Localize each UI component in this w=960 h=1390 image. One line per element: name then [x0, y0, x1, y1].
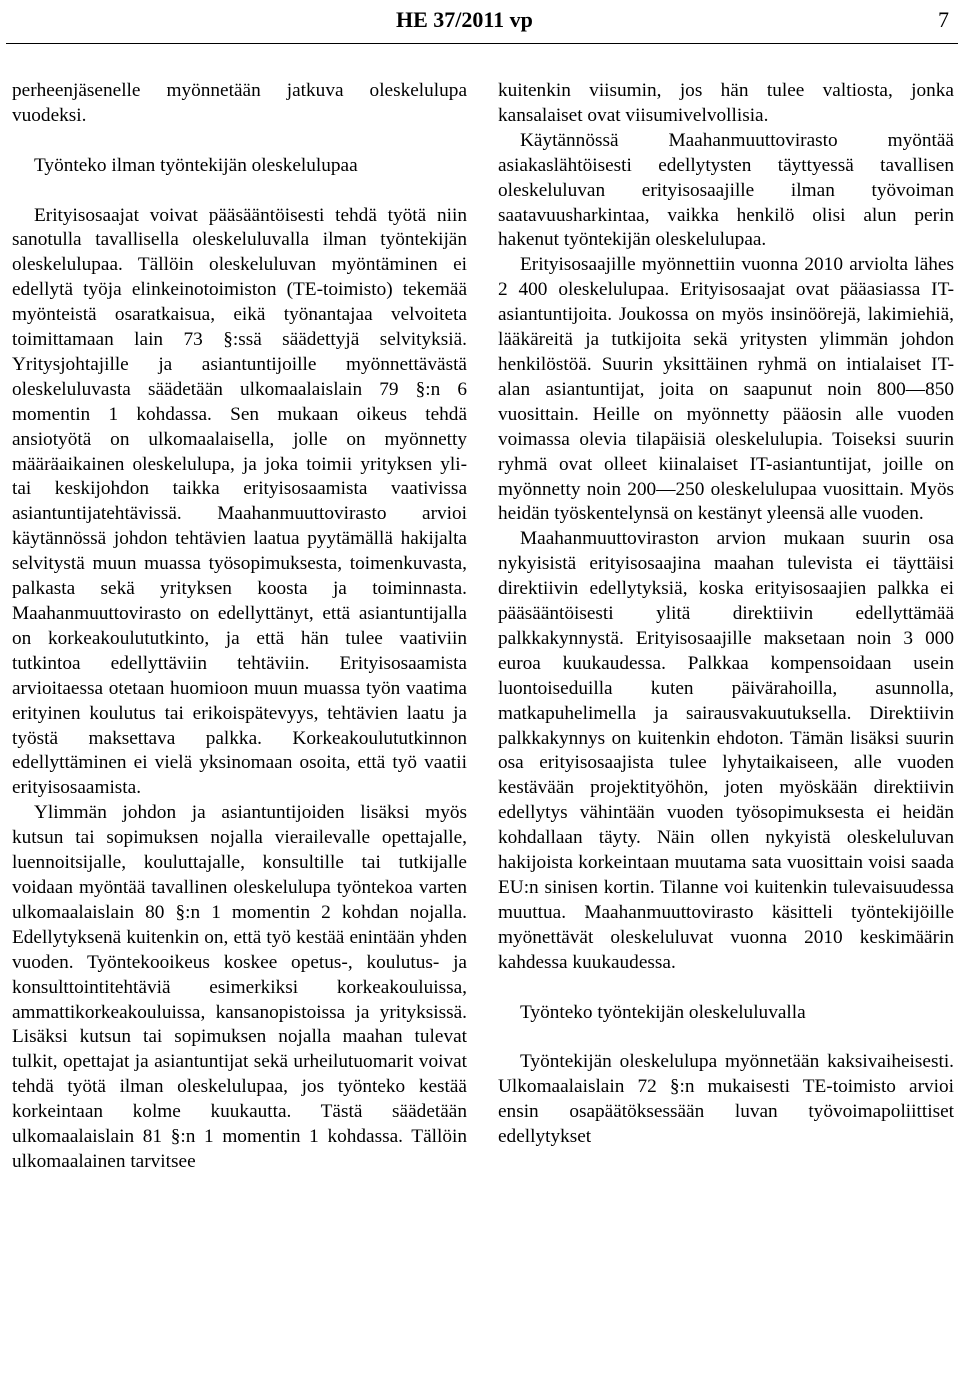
spacer [12, 179, 467, 204]
paragraph: Erityisosaajat voivat pääsääntöisesti tehdä työtä niin sanotulla tavallisella oleskeluluvalla ilman työntekijän oleskelulupaa. Tällöin oleskeluluvan myöntäminen ei edellytä työja elinkeinotoimiston (TE-toimisto) tekemää myönteistä osaratkaisua, eikä työnantajaa velvoiteta toimittamaan lain 73 §:ssä säädettyjä selvityksiä. Yritysjohtajille ja asiantuntijoille myönnettävästä oleskeluluvasta säädetään ulkomaalaislain 79 §:n 6 momentin 1 kohdassa. Sen mukaan oikeus tehdä ansiotyötä on ulkomaalaisella, jolle on myönnetty määräaikainen oleskelulupa, ja joka toimii yrityksen yli- tai keskijohdon taikka erityisosaamista vaativissa asiantuntijatehtävissä. Maahanmuuttovirasto arvioi käytännössä johdon tehtävien laatua pyytämällä hakijalta selvitystä muun muassa työsopimuksesta, toimenkuvasta, palkasta sekä yrityksen koosta ja toiminnasta. Maahanmuuttovirasto on edellyttänyt, että asiantuntijalla on korkeakoulututkinto, ja että hän tulee vaativiin tutkintoa edellyttäviin tehtäviin. Erityisosaamista arvioitaessa otetaan huomioon muun muassa työn vaatima erityinen koulutus tai erikoispätevyys, tehtävien laatu ja työstä maksettava palkka. Korkeakoulututkinnon edellyttäminen ei vielä yksinomaan osoita, että työ vaatii erityisosaamista. [12, 204, 467, 799]
paragraph-continuation: perheenjäsenelle myönnetään jatkuva oleskelulupa vuodeksi. [12, 80, 467, 126]
spacer [498, 976, 954, 1001]
paragraph-continuation: kuitenkin viisumin, jos hän tulee valtiosta, jonka kansalaiset ovat viisumivelvollisia. [498, 80, 954, 126]
spacer [12, 129, 467, 154]
paragraph: Työntekijän oleskelulupa myönnetään kaksivaiheisesti. Ulkomaalaislain 72 §:n mukaisesti TE-toimisto arvioi ensin osapäätöksessään luvan työvoimapoliittiset edellytykset [498, 1051, 954, 1148]
document-id: HE 37/2011 vp [396, 7, 533, 32]
right-column [498, 79, 954, 1150]
page-number: 7 [938, 7, 949, 32]
spacer [498, 1025, 954, 1050]
paragraph: Maahanmuuttoviraston arvion mukaan suurin osa nykyisistä erityisosaajina maahan tulevista ei täyttäisi direktiivin edellytyksiä, koska erityisosaajien palkka ei pääsääntöisesti ylitä direktiivin edellyttämää palkkakynnystä. Erityisosaajille maksetaan noin 3 000 euroa kuukaudessa. Palkkaa kompensoidaan usein luontoiseduilla kuten päivärahoilla, asunnolla, matkapuhelimella ja sairausvakuutuksella. Direktiivin palkkakynnys on kuitenkin ehdoton. Tämän lisäksi suurin osa erityisosaajista tulee lyhytaikaiseen, alle vuoden kestävään projektityöhön, joten myöskään direktiivin edellytys vähintään vuoden työsopimuksesta ei heidän kohdallaan täyty. Näin ollen nykyistä oleskeluluvan hakijoista korkeintaan muutama sata vuosittain voisi saada EU:n sinisen kortin. Tilanne voi kuitenkin tulevaisuudessa muuttua. Maahanmuuttovirasto käsitteli työntekijöille myönettävät oleskeluluvat vuonna 2010 keskimäärin kahdessa kuukaudessa. [498, 528, 954, 973]
page-header [0, 6, 960, 40]
section-heading-work-without-permit: Työnteko ilman työntekijän oleskelulupaa [34, 154, 358, 176]
header-rule [6, 43, 958, 44]
paragraph: Erityisosaajille myönnettiin vuonna 2010 arviolta lähes 2 400 oleskelulupaa. Erityisosaajat ovat pääasiassa IT-asiantuntijoita. Joukossa on myös insinöörejä, lakimiehiä, lääkäreitä ja tutkijoita sekä yritysten ylimmän johdon henkilöstöä. Suurin yksittäinen ryhmä on intialaiset IT-alan asiantuntijat, joita on saapunut noin 800—850 vuosittain. Heille on myönnetty pääosin alle vuoden voimassa olevia tilapäisiä oleskelulupia. Toiseksi suurin ryhmä ovat olleet kiinalaiset IT-asiantuntijat, joille on myönnetty noin 200—250 oleskelulupaa vuosittain. Myös heidän työskentelynsä on kestänyt yleensä alle vuoden. [498, 254, 954, 525]
paragraph: Käytännössä Maahanmuuttovirasto myöntää asiakaslähtöisesti edellytysten täyttyessä tavallisen oleskeluluvan erityisosaajille ilman työvoiman saatavuusharkintaa, vaikka henkilö olisi alun perin hakenut työntekijän oleskelulupaa. [498, 129, 954, 251]
left-column [12, 79, 467, 1175]
section-heading-work-with-permit: Työnteko työntekijän oleskeluluvalla [520, 1001, 806, 1023]
paragraph: Ylimmän johdon ja asiantuntijoiden lisäksi myös kutsun tai sopimuksen nojalla vierailevalle opettajalle, luennoitsijalle, kouluttajalle, konsultille tai tutkijalle voidaan myöntää tavallinen oleskelulupa työntekoa varten ulkomaalaislain 80 §:n 1 momentin 2 kohdan nojalla. Edellytyksenä kuitenkin on, että työ kestää enintään yhden vuoden. Työntekooikeus koskee opetus-, koulutus- ja konsulttointitehtäviä esimerkiksi korkeakouluissa, ammattikorkeakouluissa, kansanopistoissa ja yrityksissä. Lisäksi kutsun tai sopimuksen nojalla maahan tulevat tulkit, opettajat ja asiantuntijat sekä urheilutuomarit voivat tehdä työtä ilman oleskelulupaa, jos työnteko kestää korkeintaan kolme kuukautta. Tästä säädetään ulkomaalaislain 81 §:n 1 momentin 1 kohdassa. Tällöin ulkomaalainen tarvitsee [12, 802, 467, 1172]
